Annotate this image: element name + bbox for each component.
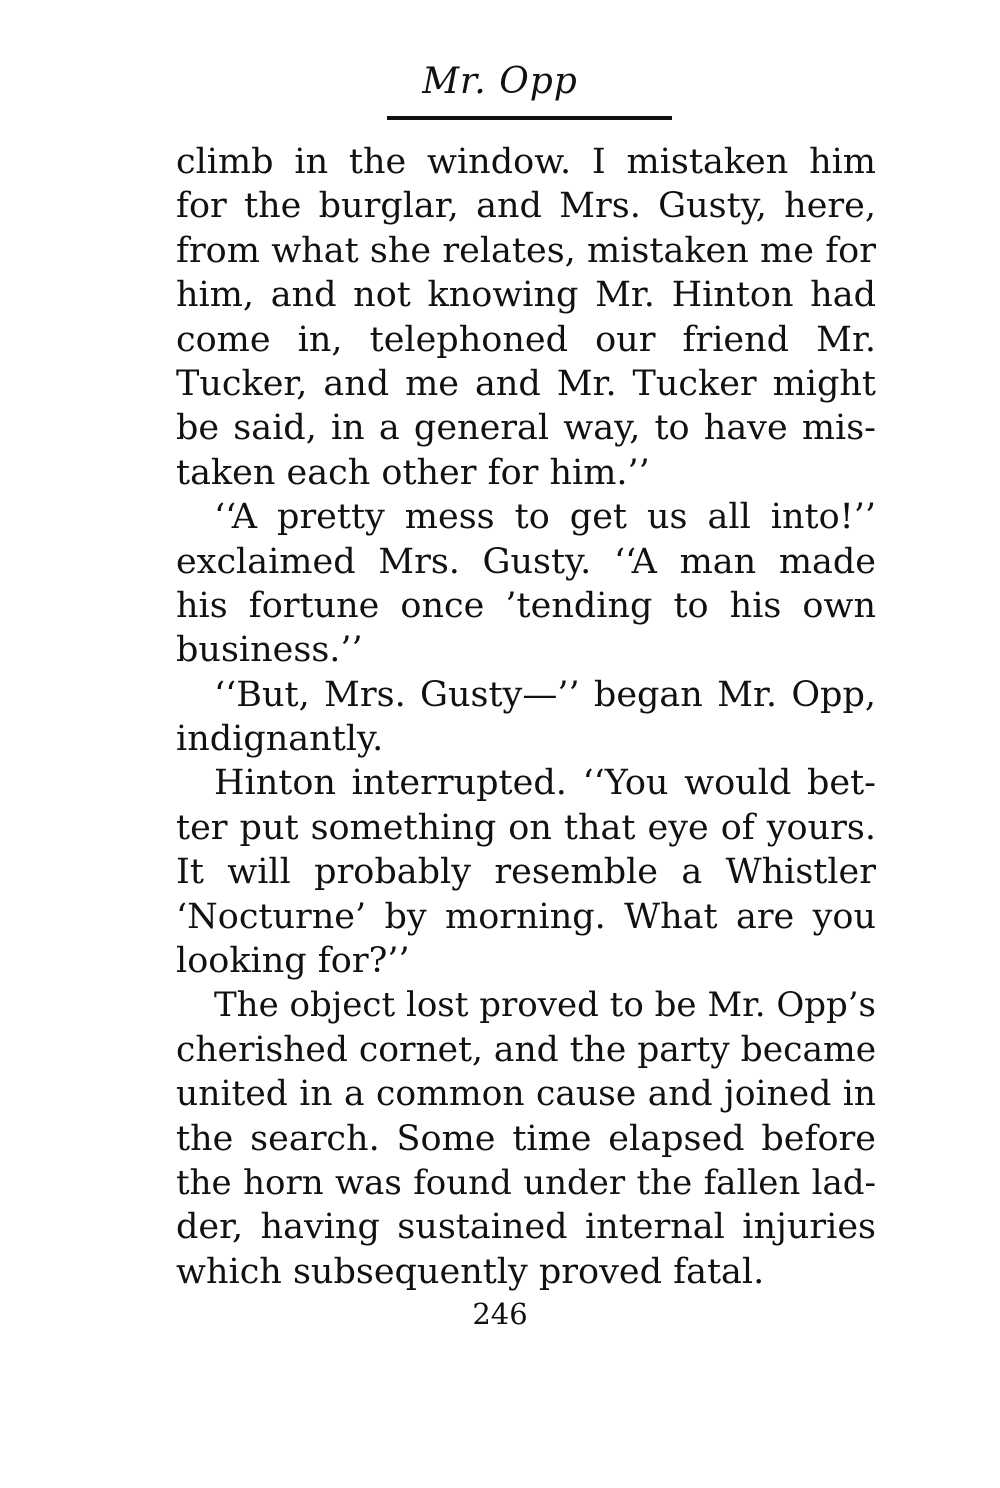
text-line: cherished cornet, and the party became bbox=[176, 1029, 877, 1070]
text-line: The object lost proved to be Mr. Opp’s bbox=[214, 985, 876, 1026]
text-line: Tucker, and me and Mr. Tucker might bbox=[176, 363, 876, 404]
text-line: business.’’ bbox=[176, 630, 363, 671]
text-line: indignantly. bbox=[176, 719, 384, 760]
header-rule bbox=[387, 116, 672, 120]
text-line: It will probably resemble a Whistler bbox=[176, 852, 876, 893]
text-line: taken each other for him.’’ bbox=[176, 452, 650, 493]
text-line: for the burglar, and Mrs. Gusty, here, bbox=[176, 186, 876, 227]
text-line: be said, in a general way, to have mis- bbox=[176, 408, 876, 449]
text-line: ter put something on that eye of yours. bbox=[176, 807, 876, 848]
running-head: Mr. Opp bbox=[422, 61, 578, 102]
text-line: which subsequently proved fatal. bbox=[176, 1251, 765, 1292]
text-line: ‘‘But, Mrs. Gusty—’’ began Mr. Opp, bbox=[214, 674, 876, 715]
text-line: climb in the window. I mistaken him bbox=[176, 142, 876, 182]
text-line: the horn was found under the fallen lad- bbox=[176, 1162, 876, 1203]
text-line: the search. Some time elapsed before bbox=[176, 1118, 876, 1159]
text-line: Hinton interrupted. ‘‘You would bet- bbox=[214, 763, 876, 804]
page-number: 246 bbox=[472, 1297, 528, 1331]
text-line: looking for?’’ bbox=[176, 941, 410, 982]
text-line: exclaimed Mrs. Gusty. ‘‘A man made bbox=[176, 541, 876, 582]
text-line: der, having sustained internal injuries bbox=[176, 1207, 876, 1248]
text-line: from what she relates, mistaken me for bbox=[176, 230, 876, 271]
text-line: united in a common cause and joined in bbox=[176, 1074, 876, 1115]
body-text bbox=[176, 140, 876, 1294]
text-line: him, and not knowing Mr. Hinton had bbox=[176, 275, 876, 316]
text-line: come in, telephoned our friend Mr. bbox=[176, 319, 876, 360]
text-line: ‘‘A pretty mess to get us all into!’’ bbox=[214, 497, 876, 538]
text-line: ‘Nocturne’ by morning. What are you bbox=[176, 896, 876, 937]
text-line: his fortune once ’tending to his own bbox=[176, 585, 876, 626]
